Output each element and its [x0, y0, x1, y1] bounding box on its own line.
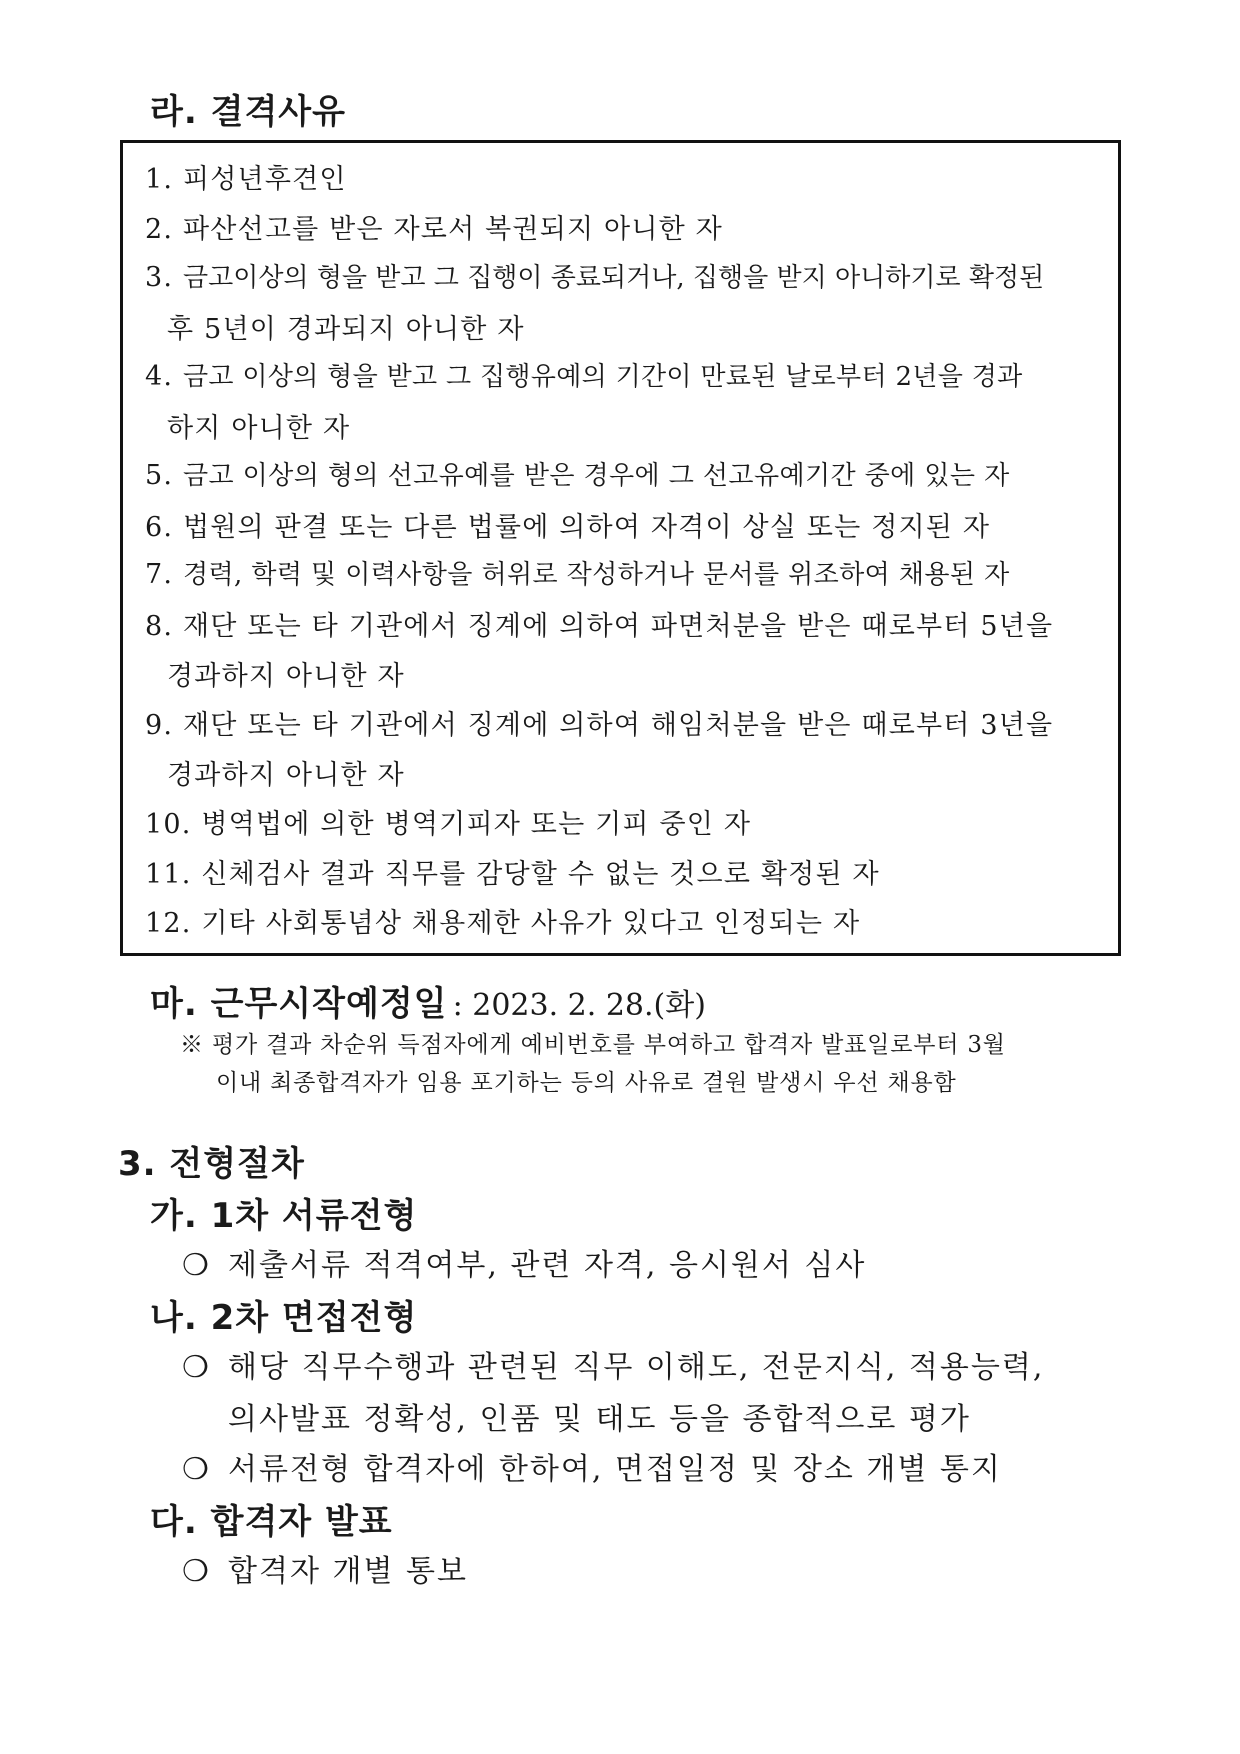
section-ga-heading: 가. 1차 서류전형 [150, 1196, 418, 1236]
list-item-continuation: 경과하지 아니한 자 [167, 760, 405, 791]
item-number: 5. [145, 460, 174, 491]
item-text: 재단 또는 타 기관에서 징계에 의하여 파면처분을 받은 때로부터 5년을 [182, 611, 1054, 642]
section-ma-note [180, 1026, 1006, 1059]
list-item [145, 802, 751, 841]
na-bullet-1 [182, 1342, 1044, 1386]
na-bullet-1-continuation: 의사발표 정확성, 인품 및 태도 등을 종합적으로 평가 [228, 1402, 971, 1437]
na-bullet-2 [182, 1444, 1002, 1488]
bullet-text: 서류전형 합격자에 한하여, 면접일정 및 장소 개별 통지 [228, 1452, 1002, 1487]
item-text: 파산선고를 받은 자로서 복권되지 아니한 자 [182, 214, 723, 245]
note-text-line1: 평가 결과 차순위 득점자에게 예비번호를 부여하고 합격자 발표일로부터 3월 [211, 1032, 1006, 1058]
da-bullet-1 [182, 1546, 468, 1590]
ga-bullet-1 [182, 1240, 866, 1284]
item-text: 경력, 학력 및 이력사항을 허위로 작성하거나 문서를 위조하여 채용된 자 [182, 560, 1010, 590]
section-da-heading: 다. 합격자 발표 [150, 1502, 393, 1542]
item-number: 2. [145, 214, 174, 245]
list-item [145, 257, 1044, 294]
item-number: 11. [145, 859, 192, 890]
section-na-heading: 나. 2차 면접전형 [150, 1298, 418, 1338]
item-number: 3. [145, 262, 174, 293]
item-text: 금고 이상의 형을 받고 그 집행유예의 기간이 만료된 날로부터 2년을 경과 [182, 362, 1023, 392]
list-item-continuation: 후 5년이 경과되지 아니한 자 [167, 314, 525, 345]
item-text: 피성년후견인 [182, 164, 347, 195]
circle-bullet-icon: ❍ [182, 1452, 211, 1487]
list-item [145, 356, 1023, 393]
section-3-heading: 3. 전형절차 [118, 1144, 305, 1184]
item-text: 금고이상의 형을 받고 그 집행이 종료되거나, 집행을 받지 아니하기로 확정된 [182, 263, 1045, 293]
item-text: 법원의 판결 또는 다른 법률에 의하여 자격이 상실 또는 정지된 자 [182, 512, 991, 543]
circle-bullet-icon: ❍ [182, 1554, 211, 1589]
list-item [145, 207, 723, 246]
item-number: 1. [145, 164, 174, 195]
disqualification-box [120, 140, 1121, 956]
list-item-continuation: 경과하지 아니한 자 [167, 661, 405, 692]
list-item [145, 554, 1010, 591]
list-item [145, 703, 1053, 742]
list-item [145, 157, 347, 196]
bullet-text: 해당 직무수행과 관련된 직무 이해도, 전문지식, 적용능력, [228, 1350, 1045, 1385]
list-item [145, 505, 990, 544]
list-item [145, 901, 860, 940]
circle-bullet-icon: ❍ [182, 1248, 211, 1283]
item-number: 6. [145, 512, 174, 543]
item-text: 병역법에 의한 병역기피자 또는 기피 중인 자 [201, 809, 752, 840]
note-text-line2: 이내 최종합격자가 임용 포기하는 등의 사유로 결원 발생시 우선 채용함 [216, 1070, 957, 1096]
note-mark: ※ [180, 1032, 204, 1058]
section-ma-title: 마. 근무시작예정일 [150, 984, 448, 1024]
bullet-text: 합격자 개별 통보 [228, 1554, 468, 1589]
item-text: 신체검사 결과 직무를 감당할 수 없는 것으로 확정된 자 [201, 859, 880, 890]
item-number: 4. [145, 361, 174, 392]
item-text: 재단 또는 타 기관에서 징계에 의하여 해임처분을 받은 때로부터 3년을 [182, 710, 1054, 741]
item-number: 8. [145, 611, 174, 642]
circle-bullet-icon: ❍ [182, 1350, 211, 1385]
item-text: 기타 사회통념상 채용제한 사유가 있다고 인정되는 자 [201, 908, 861, 939]
list-item [145, 852, 880, 891]
section-ma-heading [150, 976, 706, 1025]
section-ra-heading: 라. 결격사유 [150, 92, 346, 132]
item-number: 12. [145, 908, 192, 939]
list-item [145, 604, 1053, 643]
item-number: 10. [145, 809, 192, 840]
list-item [145, 455, 1010, 492]
item-number: 7. [145, 559, 174, 590]
start-date: : 2023. 2. 28.(화) [452, 988, 706, 1023]
item-number: 9. [145, 710, 174, 741]
list-item-continuation: 하지 아니한 자 [167, 413, 351, 444]
bullet-text: 제출서류 적격여부, 관련 자격, 응시원서 심사 [228, 1248, 867, 1283]
item-text: 금고 이상의 형의 선고유예를 받은 경우에 그 선고유예기간 중에 있는 자 [182, 461, 1010, 491]
